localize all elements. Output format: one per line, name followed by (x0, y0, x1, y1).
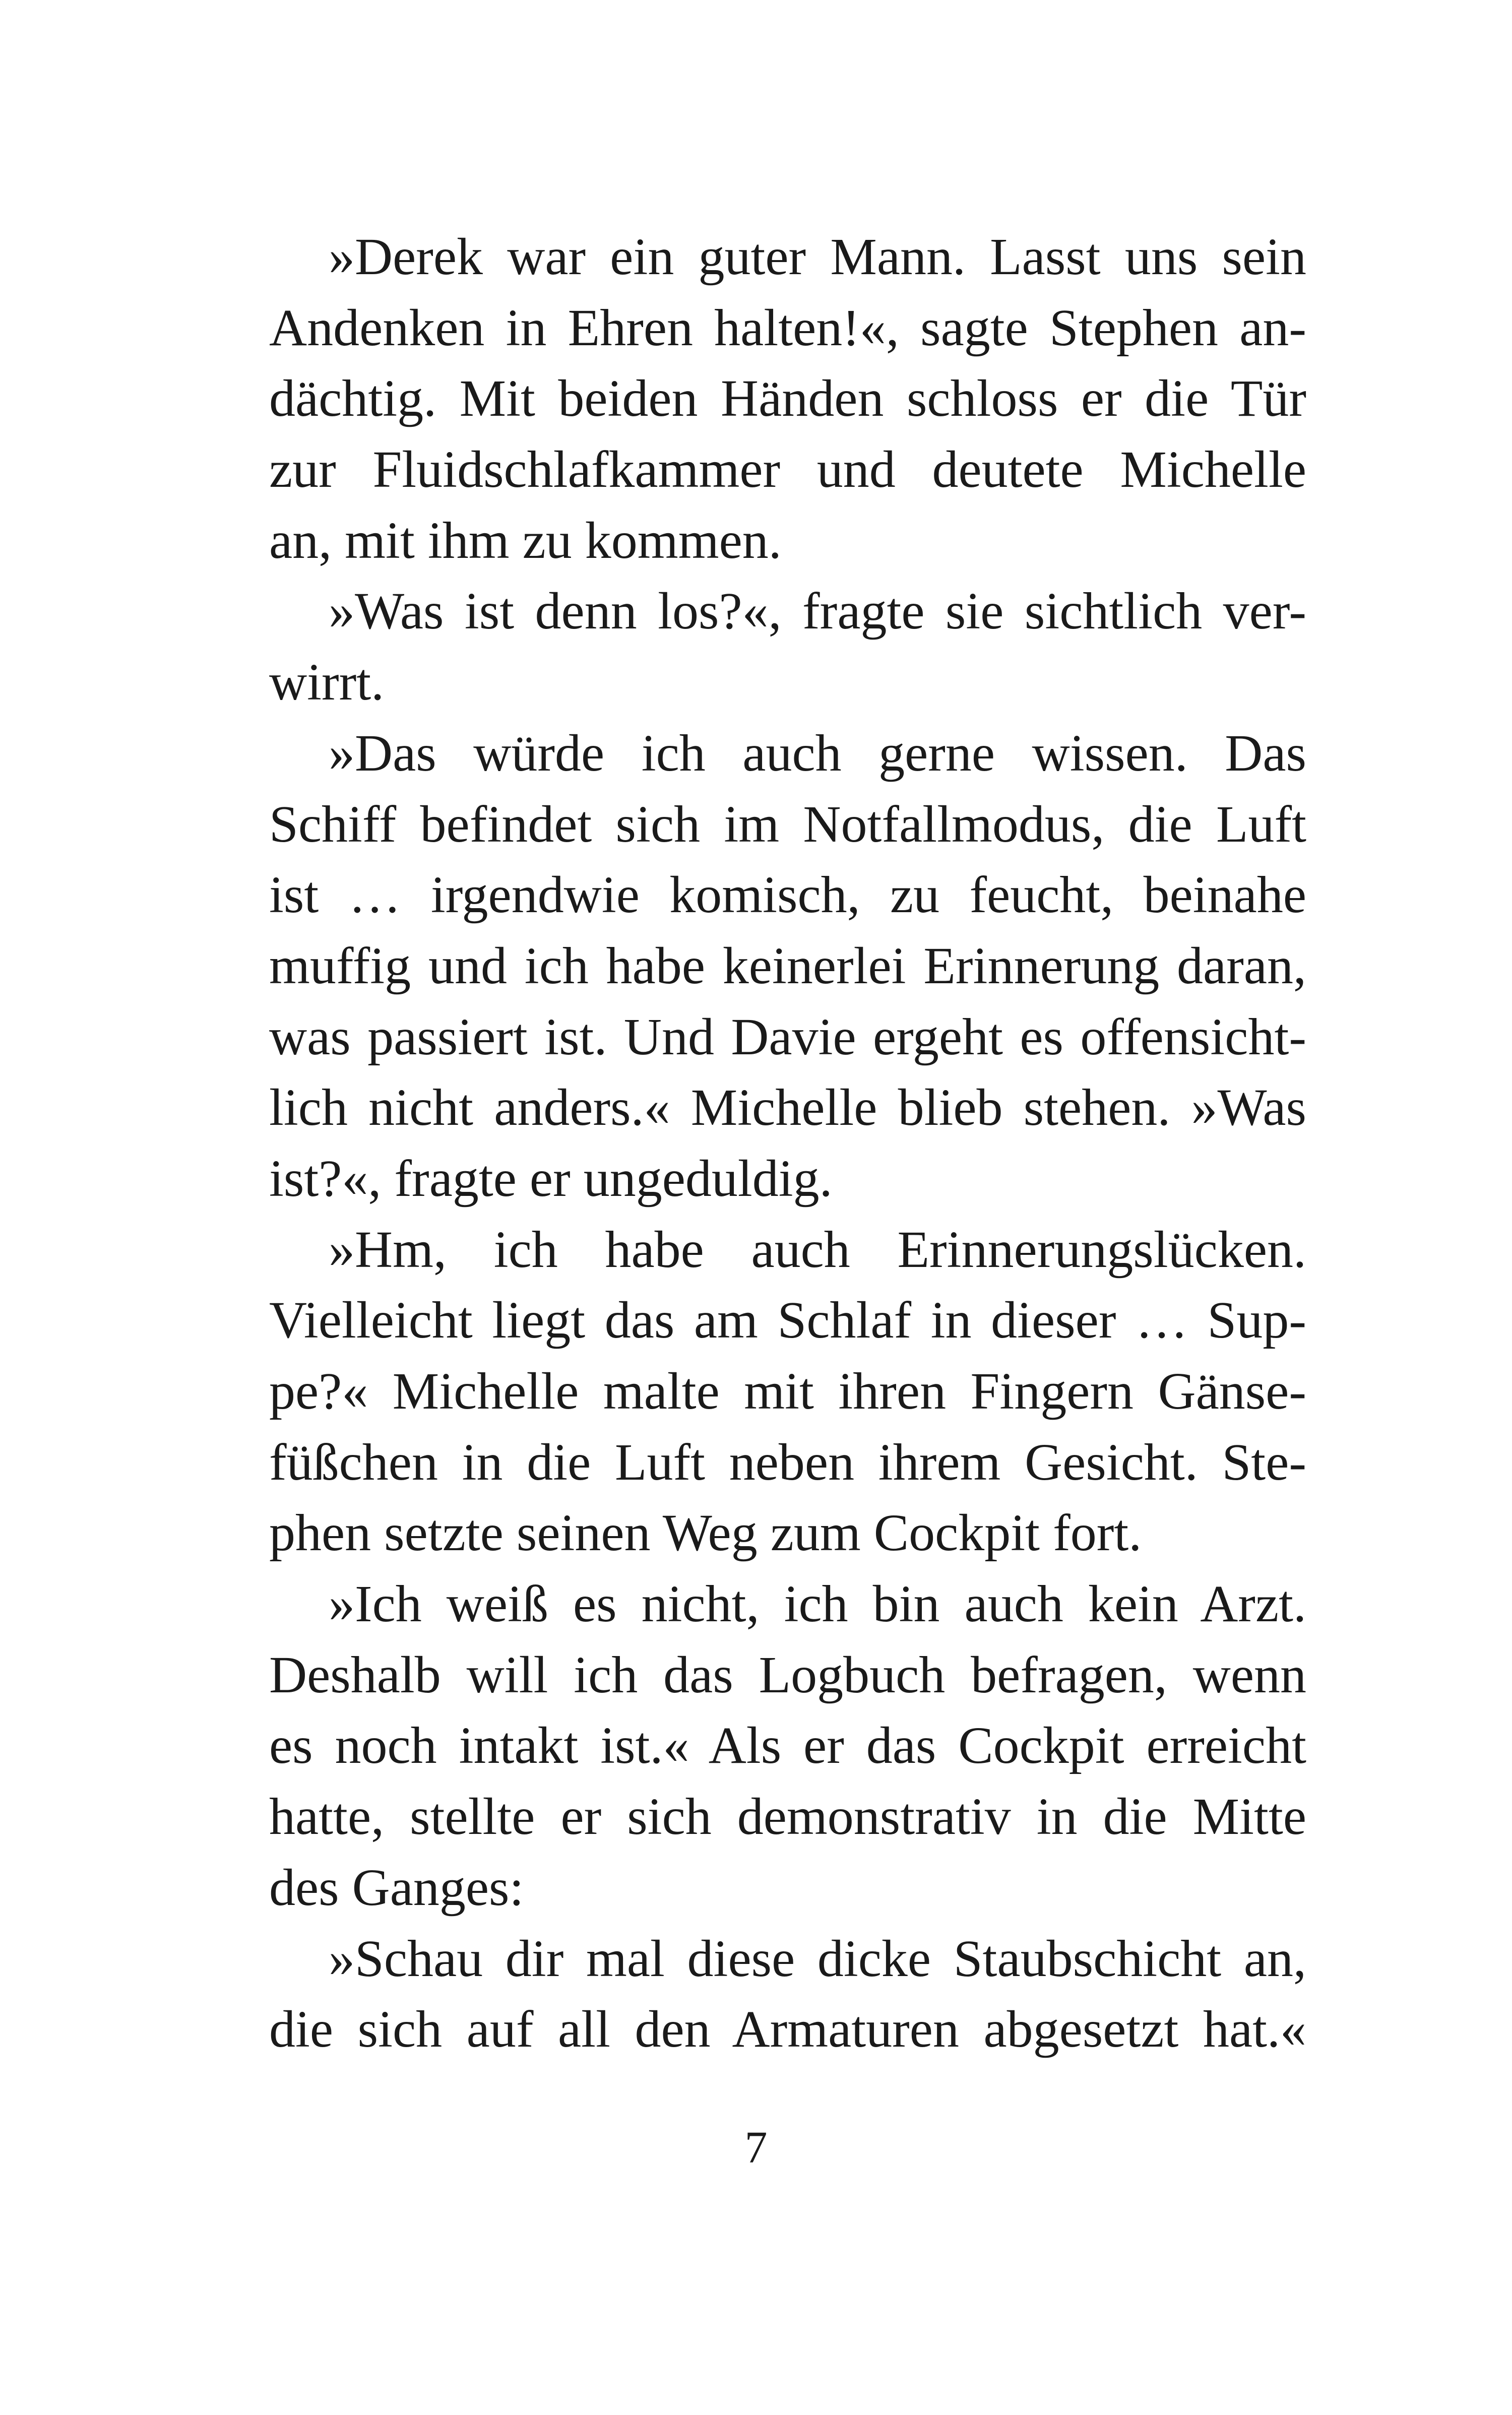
paragraph-1 (269, 222, 1306, 576)
text-line: hatte, stellte er sich demonstrativ in die Mitte (269, 1788, 1306, 1846)
text-line: »Schau dir mal diese dicke Staubschicht an, (329, 1929, 1306, 1988)
text-line: an, mit ihm zu kommen. (269, 511, 782, 569)
text-line: was passiert ist. Und Davie ergeht es offensicht- (269, 1007, 1306, 1066)
paragraph-2 (269, 576, 1306, 718)
text-line: Schiff befindet sich im Notfallmodus, die Luft (269, 795, 1306, 853)
text-line: lich nicht anders.« Michelle blieb stehen. »Was (269, 1078, 1306, 1137)
text-line: es noch intakt ist.« Als er das Cockpit erreicht (269, 1717, 1306, 1775)
text-line: »Derek war ein guter Mann. Lasst uns sein (329, 228, 1306, 286)
text-line: des Ganges: (269, 1858, 524, 1917)
body-text (269, 222, 1306, 2065)
text-line: »Das würde ich auch gerne wissen. Das (329, 724, 1306, 782)
paragraph-3 (269, 718, 1306, 1215)
paragraph-6 (269, 1924, 1306, 2065)
text-line: ist … irgendwie komisch, zu feucht, beinahe (269, 866, 1306, 924)
text-line: Deshalb will ich das Logbuch befragen, wenn (269, 1645, 1306, 1704)
paragraph-5 (269, 1569, 1306, 1923)
text-line: dächtig. Mit beiden Händen schloss er die Tür (269, 369, 1306, 428)
page-number: 7 (744, 2123, 768, 2173)
text-line: »Was ist denn los?«, fragte sie sichtlich ver- (329, 582, 1306, 641)
text-line: füßchen in die Luft neben ihrem Gesicht. Ste- (269, 1433, 1306, 1491)
text-line: muffig und ich habe keinerlei Erinnerung daran, (269, 936, 1306, 995)
text-line: pe?« Michelle malte mit ihren Fingern Gänse- (269, 1362, 1306, 1420)
text-line: »Ich weiß es nicht, ich bin auch kein Arzt. (329, 1575, 1306, 1633)
text-line: ist?«, fragte er ungeduldig. (269, 1149, 833, 1208)
text-line: wirrt. (269, 653, 385, 712)
paragraph-4 (269, 1215, 1306, 1569)
text-line: »Hm, ich habe auch Erinnerungslücken. (329, 1220, 1306, 1279)
text-line: die sich auf all den Armaturen abgesetzt hat.« (269, 2000, 1306, 2059)
text-line: phen setzte seinen Weg zum Cockpit fort. (269, 1504, 1142, 1562)
text-line: zur Fluidschlafkammer und deutete Michelle (269, 440, 1306, 499)
text-line: Vielleicht liegt das am Schlaf in dieser … Sup- (269, 1291, 1306, 1350)
text-line: Andenken in Ehren halten!«, sagte Stephen an- (269, 298, 1306, 357)
